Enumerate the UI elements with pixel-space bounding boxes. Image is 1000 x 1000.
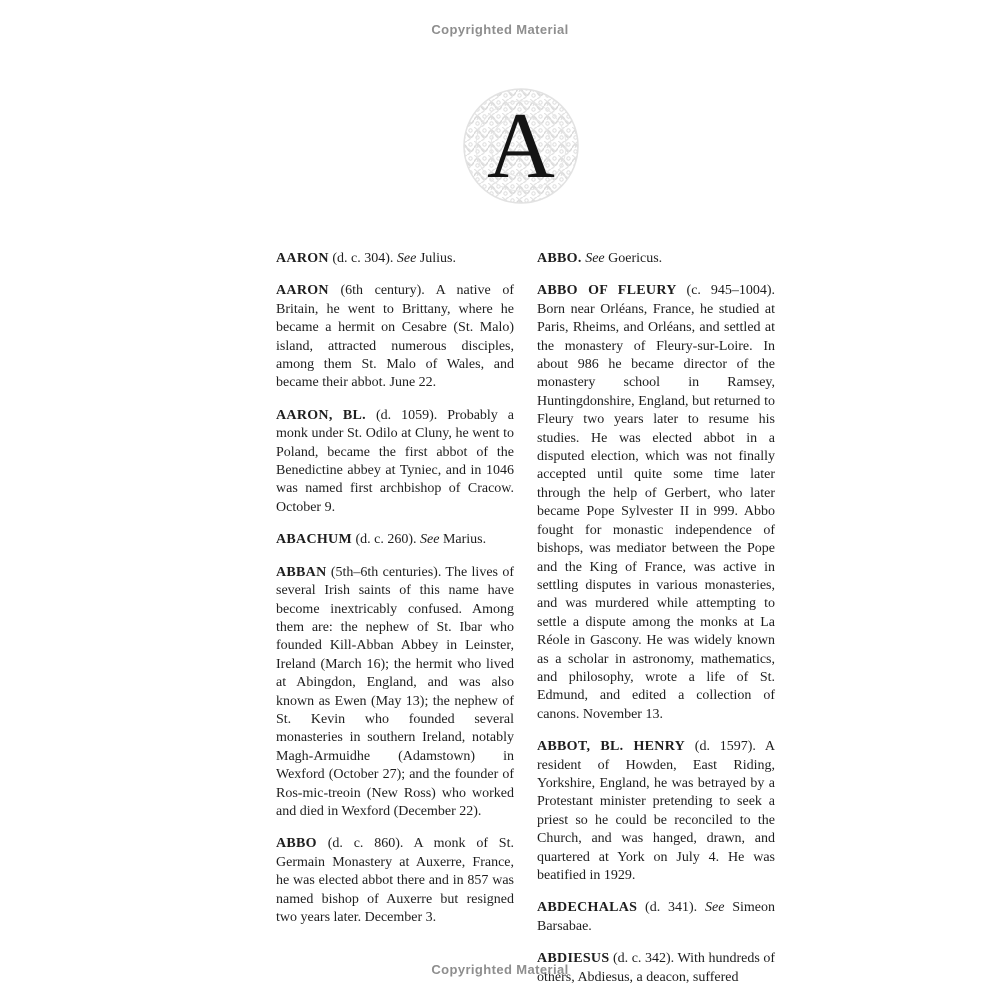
copyright-notice-bottom: Copyrighted Material — [431, 962, 569, 977]
entry-text: Marius. — [439, 532, 487, 548]
entry-headword: AARON — [276, 251, 329, 266]
entry-headword: ABBO — [276, 836, 317, 852]
dictionary-entry — [276, 407, 514, 517]
entry-text: (6th century). A native of Britain, he went to Brittany, where he became a hermit on Cesabre (St. Malo) island, attracted numerous disciples, among them St. Malo of Wales, and became their abbot. June 22. — [276, 283, 514, 391]
dictionary-entry — [537, 282, 775, 724]
dictionary-entry — [276, 250, 514, 268]
entry-headword: ABBAN — [276, 564, 327, 580]
dictionary-entry — [276, 564, 514, 822]
entry-text: (c. 945–1004). Born near Orléans, France, he studied at Paris, Rheims, and Orléans, and settled at the monastery of Fleury-sur-Loire. In about 986 he became director of the monastery school in Ramsey, Huntingdonshire, England, but returned to Fleury two years later to resume his studies. He was elected abbot in a disputed election, which was not finally accepted until quite some time later through the help of Gerbert, who later became Pope Sylvester II in 999. Abbo fought for monastic independence of bishops, was mediator between the Pope and the King of France, was active in settling disputes in various monasteries, and was murdered while attempting to settle a dispute among the monks at La Réole in Gascony. He was widely known as a scholar in astronomy, mathematics, and philosophy, wrote a life of St. Edmund, and edited a collection of canons. November 13. — [537, 283, 775, 722]
copyright-notice-top: Copyrighted Material — [431, 22, 569, 37]
entry-headword: AARON, BL. — [276, 407, 366, 423]
entry-text: Goericus. — [604, 251, 663, 266]
dictionary-entry — [537, 250, 775, 268]
entry-headword: ABDIESUS — [537, 951, 610, 967]
entry-text: (d. c. 304). — [328, 251, 397, 266]
text-column-left — [276, 250, 514, 941]
entry-text: (d. c. 260). — [351, 532, 421, 548]
entry-crossref: See — [704, 900, 725, 916]
text-column-right — [537, 250, 775, 1000]
entry-text: (d. 1059). Probably a monk under St. Odilo at Cluny, he went to Poland, became the first abbot of the Benedictine abbey at Tyniec, and in 1046 was named first archbishop of Cracow. October 9. — [276, 407, 515, 515]
entry-crossref: See — [420, 532, 440, 548]
entry-headword: AARON — [276, 283, 329, 299]
chapter-ornament — [460, 85, 582, 207]
dictionary-entry — [276, 531, 514, 549]
entry-text: (d. c. 342). With hundreds of others, Abdiesus, a deacon, suffered — [537, 951, 775, 985]
entry-headword: ABBO OF FLEURY — [537, 283, 677, 299]
dictionary-entry — [537, 899, 775, 936]
entry-crossref: See — [585, 251, 605, 266]
entry-headword: ABDECHALAS — [537, 900, 638, 916]
entry-text: (5th–6th centuries). The lives of several Irish saints of this name have become inextricably confused. Among them are: the nephew of St. Ibar who founded Kill-Abban Abbey in Leinster, Ireland (March 16); the hermit who lived at Abingdon, England, and was also known as Ewen (May 13); the nephew of St. Kevin who founded several monasteries in southern Ireland, notably Magh-Armuidhe (Adamstown) in Wexford (October 27); and the founder of Ros-mic-treoin (New Ross) who worked and died in Wexford (December 22). — [276, 564, 514, 819]
section-letter: A — [487, 94, 555, 198]
entry-text: (d. c. 860). A monk of St. Germain Monastery at Auxerre, France, he was elected abbot there and in 857 was named bishop of Auxerre but resigned two years later. December 3. — [276, 836, 514, 925]
entry-headword: ABACHUM — [276, 532, 352, 548]
entry-text: Julius. — [416, 251, 457, 266]
dictionary-entry — [276, 835, 514, 927]
entry-text: (d. 341). — [637, 900, 705, 916]
dictionary-entry — [537, 738, 775, 885]
entry-headword: ABBOT, BL. HENRY — [537, 739, 686, 755]
dictionary-entry — [276, 282, 514, 392]
entry-headword: ABBO. — [537, 251, 582, 266]
entry-crossref: See — [396, 251, 417, 266]
entry-text: Simeon Barsabae. — [537, 900, 776, 934]
entry-text: (d. 1597). A resident of Howden, East Riding, Yorkshire, England, he was betrayed by a Protestant minister pretending to seek a priest so he could be reconciled to the Church, and was hanged, drawn, and quartered at York on July 4. He was beatified in 1929. — [537, 739, 775, 883]
